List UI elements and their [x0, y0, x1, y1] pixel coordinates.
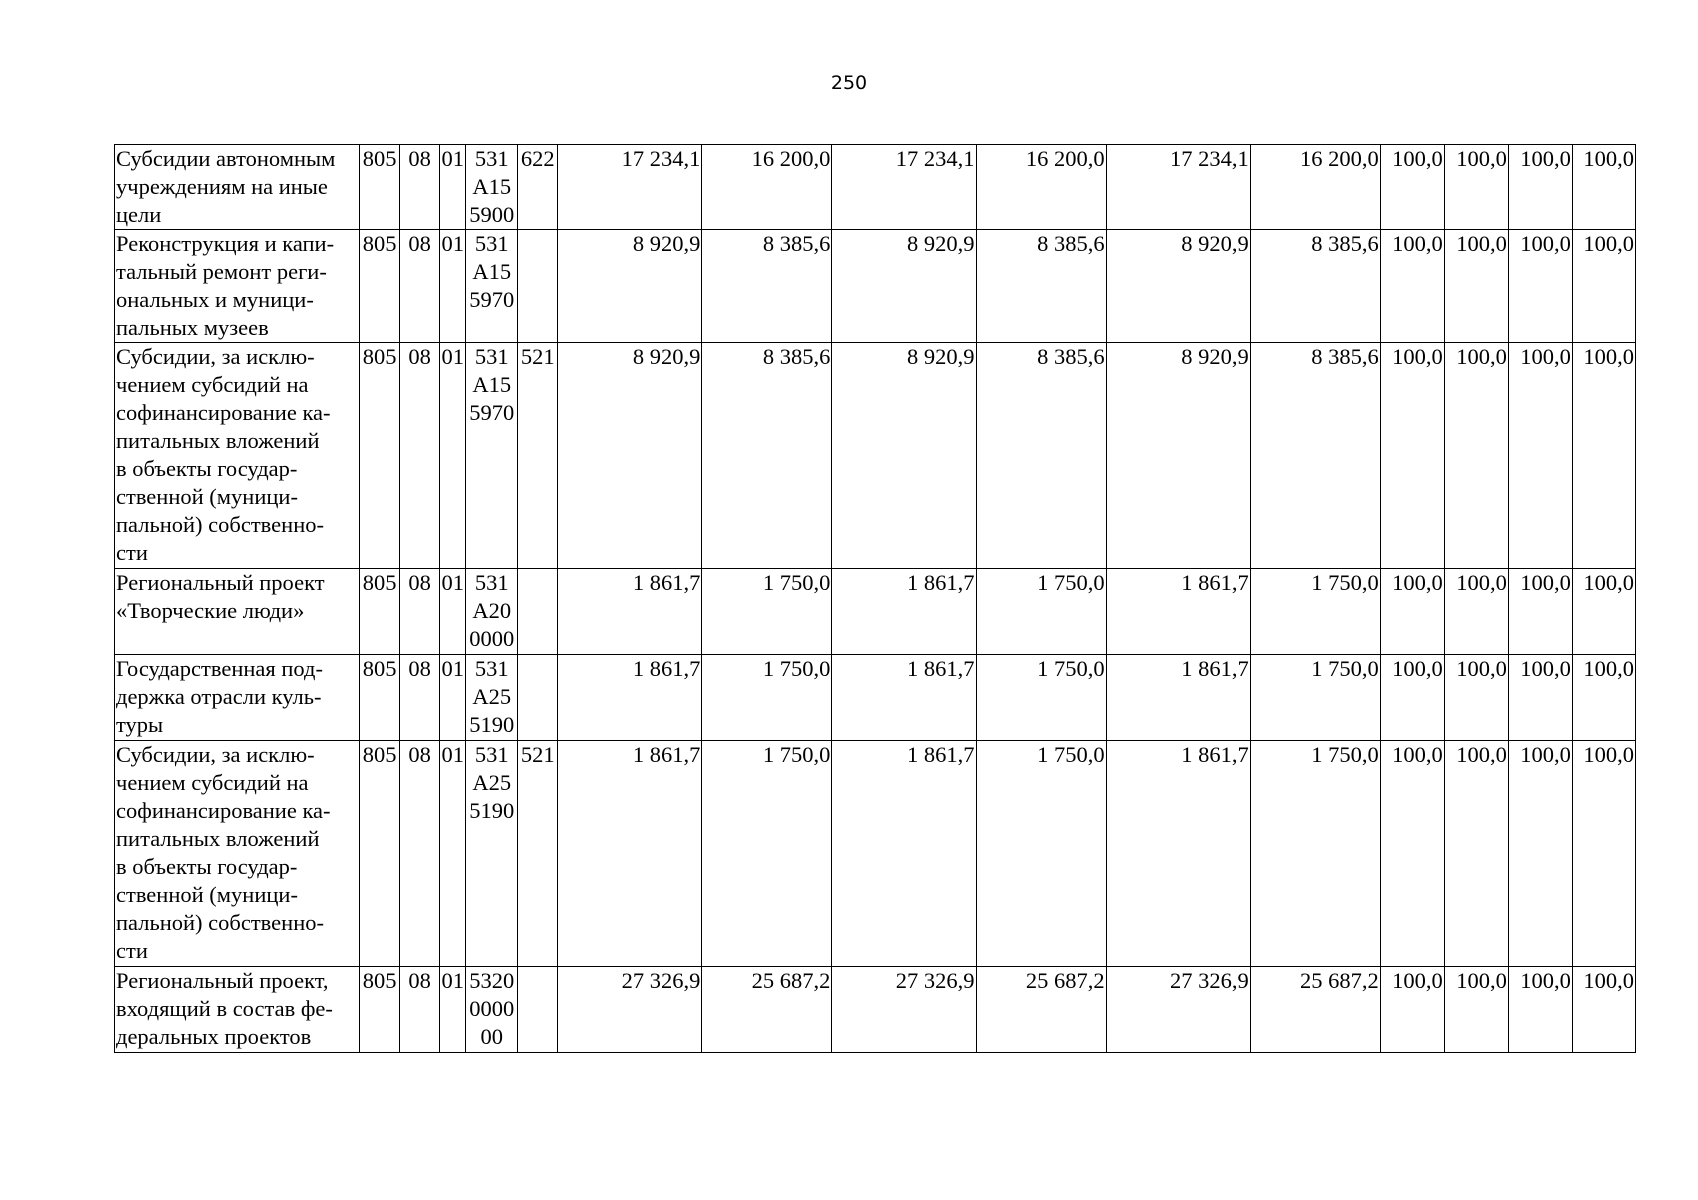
amount-cell: 1 861,7 — [1106, 741, 1250, 967]
subsection-code-cell: 01 — [440, 569, 466, 655]
percent-cell: 100,0 — [1572, 145, 1635, 230]
row-name-cell: Субсидии, за исклю- чением субсидий на софинансирование ка- питальных вложений в объекты государ- ственной (муници- пальной) собственно- сти — [115, 741, 360, 967]
amount-cell: 27 326,9 — [832, 967, 976, 1053]
section-code-cell: 08 — [400, 343, 440, 569]
amount-cell: 17 234,1 — [558, 145, 702, 230]
percent-cell: 100,0 — [1444, 569, 1508, 655]
subsection-code-cell: 01 — [440, 145, 466, 230]
page-number: 250 — [830, 72, 868, 94]
amount-cell: 1 750,0 — [702, 569, 832, 655]
target-article-cell: 531 А25 5190 — [466, 741, 518, 967]
ved-code-cell: 805 — [360, 741, 400, 967]
amount-cell: 16 200,0 — [976, 145, 1106, 230]
percent-cell: 100,0 — [1508, 967, 1572, 1053]
amount-cell: 1 861,7 — [558, 741, 702, 967]
amount-cell: 17 234,1 — [832, 145, 976, 230]
amount-cell: 8 920,9 — [832, 343, 976, 569]
expense-type-cell: 521 — [518, 343, 558, 569]
amount-cell: 25 687,2 — [976, 967, 1106, 1053]
table-body — [115, 145, 1636, 1053]
amount-cell: 1 861,7 — [832, 655, 976, 741]
amount-cell: 8 920,9 — [832, 230, 976, 343]
percent-cell: 100,0 — [1380, 655, 1444, 741]
amount-cell: 16 200,0 — [702, 145, 832, 230]
percent-cell: 100,0 — [1380, 145, 1444, 230]
percent-cell: 100,0 — [1508, 343, 1572, 569]
amount-cell: 25 687,2 — [1250, 967, 1380, 1053]
percent-cell: 100,0 — [1508, 741, 1572, 967]
amount-cell: 27 326,9 — [558, 967, 702, 1053]
subsection-code-cell: 01 — [440, 967, 466, 1053]
ved-code-cell: 805 — [360, 967, 400, 1053]
amount-cell: 8 385,6 — [702, 230, 832, 343]
percent-cell: 100,0 — [1444, 230, 1508, 343]
table-row — [115, 655, 1636, 741]
amount-cell: 8 385,6 — [1250, 343, 1380, 569]
target-article-cell: 5320 0000 00 — [466, 967, 518, 1053]
percent-cell: 100,0 — [1572, 343, 1635, 569]
percent-cell: 100,0 — [1380, 741, 1444, 967]
ved-code-cell: 805 — [360, 343, 400, 569]
ved-code-cell: 805 — [360, 655, 400, 741]
expense-type-cell: 622 — [518, 145, 558, 230]
expense-type-cell — [518, 967, 558, 1053]
row-name-cell: Государственная под- держка отрасли куль- туры — [115, 655, 360, 741]
target-article-cell: 531 А25 5190 — [466, 655, 518, 741]
amount-cell: 1 861,7 — [1106, 569, 1250, 655]
amount-cell: 1 750,0 — [1250, 741, 1380, 967]
subsection-code-cell: 01 — [440, 655, 466, 741]
table-row — [115, 343, 1636, 569]
section-code-cell: 08 — [400, 741, 440, 967]
row-name-cell: Региональный проект «Творческие люди» — [115, 569, 360, 655]
percent-cell: 100,0 — [1380, 569, 1444, 655]
percent-cell: 100,0 — [1572, 967, 1635, 1053]
subsection-code-cell: 01 — [440, 343, 466, 569]
amount-cell: 8 385,6 — [1250, 230, 1380, 343]
amount-cell: 8 920,9 — [558, 230, 702, 343]
percent-cell: 100,0 — [1572, 655, 1635, 741]
percent-cell: 100,0 — [1572, 230, 1635, 343]
amount-cell: 1 861,7 — [558, 569, 702, 655]
percent-cell: 100,0 — [1444, 741, 1508, 967]
table-row — [115, 145, 1636, 230]
percent-cell: 100,0 — [1444, 655, 1508, 741]
table-row — [115, 569, 1636, 655]
amount-cell: 17 234,1 — [1106, 145, 1250, 230]
section-code-cell: 08 — [400, 230, 440, 343]
amount-cell: 1 861,7 — [832, 569, 976, 655]
amount-cell: 8 385,6 — [976, 343, 1106, 569]
amount-cell: 1 861,7 — [1106, 655, 1250, 741]
percent-cell: 100,0 — [1572, 569, 1635, 655]
percent-cell: 100,0 — [1508, 145, 1572, 230]
percent-cell: 100,0 — [1444, 967, 1508, 1053]
percent-cell: 100,0 — [1380, 230, 1444, 343]
amount-cell: 1 750,0 — [976, 741, 1106, 967]
expense-type-cell: 521 — [518, 741, 558, 967]
amount-cell: 1 750,0 — [1250, 569, 1380, 655]
amount-cell: 8 385,6 — [976, 230, 1106, 343]
percent-cell: 100,0 — [1380, 967, 1444, 1053]
percent-cell: 100,0 — [1444, 343, 1508, 569]
subsection-code-cell: 01 — [440, 230, 466, 343]
target-article-cell: 531 А15 5900 — [466, 145, 518, 230]
amount-cell: 1 750,0 — [976, 569, 1106, 655]
amount-cell: 27 326,9 — [1106, 967, 1250, 1053]
section-code-cell: 08 — [400, 655, 440, 741]
amount-cell: 8 385,6 — [702, 343, 832, 569]
percent-cell: 100,0 — [1508, 569, 1572, 655]
row-name-cell: Субсидии автономным учреждениям на иные цели — [115, 145, 360, 230]
table-row — [115, 741, 1636, 967]
expense-type-cell — [518, 655, 558, 741]
ved-code-cell: 805 — [360, 145, 400, 230]
percent-cell: 100,0 — [1380, 343, 1444, 569]
section-code-cell: 08 — [400, 569, 440, 655]
expense-type-cell — [518, 569, 558, 655]
amount-cell: 16 200,0 — [1250, 145, 1380, 230]
expense-type-cell — [518, 230, 558, 343]
amount-cell: 1 861,7 — [832, 741, 976, 967]
amount-cell: 1 861,7 — [558, 655, 702, 741]
percent-cell: 100,0 — [1572, 741, 1635, 967]
budget-table — [114, 144, 1636, 1053]
section-code-cell: 08 — [400, 145, 440, 230]
row-name-cell: Региональный проект, входящий в состав фе- деральных проектов — [115, 967, 360, 1053]
amount-cell: 25 687,2 — [702, 967, 832, 1053]
table-row — [115, 967, 1636, 1053]
amount-cell: 1 750,0 — [1250, 655, 1380, 741]
amount-cell: 1 750,0 — [702, 741, 832, 967]
amount-cell: 1 750,0 — [976, 655, 1106, 741]
table-row — [115, 230, 1636, 343]
percent-cell: 100,0 — [1508, 230, 1572, 343]
row-name-cell: Субсидии, за исклю- чением субсидий на софинансирование ка- питальных вложений в объекты государ- ственной (муници- пальной) собственно- сти — [115, 343, 360, 569]
ved-code-cell: 805 — [360, 569, 400, 655]
target-article-cell: 531 А15 5970 — [466, 343, 518, 569]
ved-code-cell: 805 — [360, 230, 400, 343]
row-name-cell: Реконструкция и капи- тальный ремонт реги- ональных и муници- пальных музеев — [115, 230, 360, 343]
amount-cell: 8 920,9 — [1106, 230, 1250, 343]
subsection-code-cell: 01 — [440, 741, 466, 967]
section-code-cell: 08 — [400, 967, 440, 1053]
amount-cell: 1 750,0 — [702, 655, 832, 741]
amount-cell: 8 920,9 — [558, 343, 702, 569]
percent-cell: 100,0 — [1444, 145, 1508, 230]
target-article-cell: 531 А20 0000 — [466, 569, 518, 655]
amount-cell: 8 920,9 — [1106, 343, 1250, 569]
target-article-cell: 531 А15 5970 — [466, 230, 518, 343]
percent-cell: 100,0 — [1508, 655, 1572, 741]
